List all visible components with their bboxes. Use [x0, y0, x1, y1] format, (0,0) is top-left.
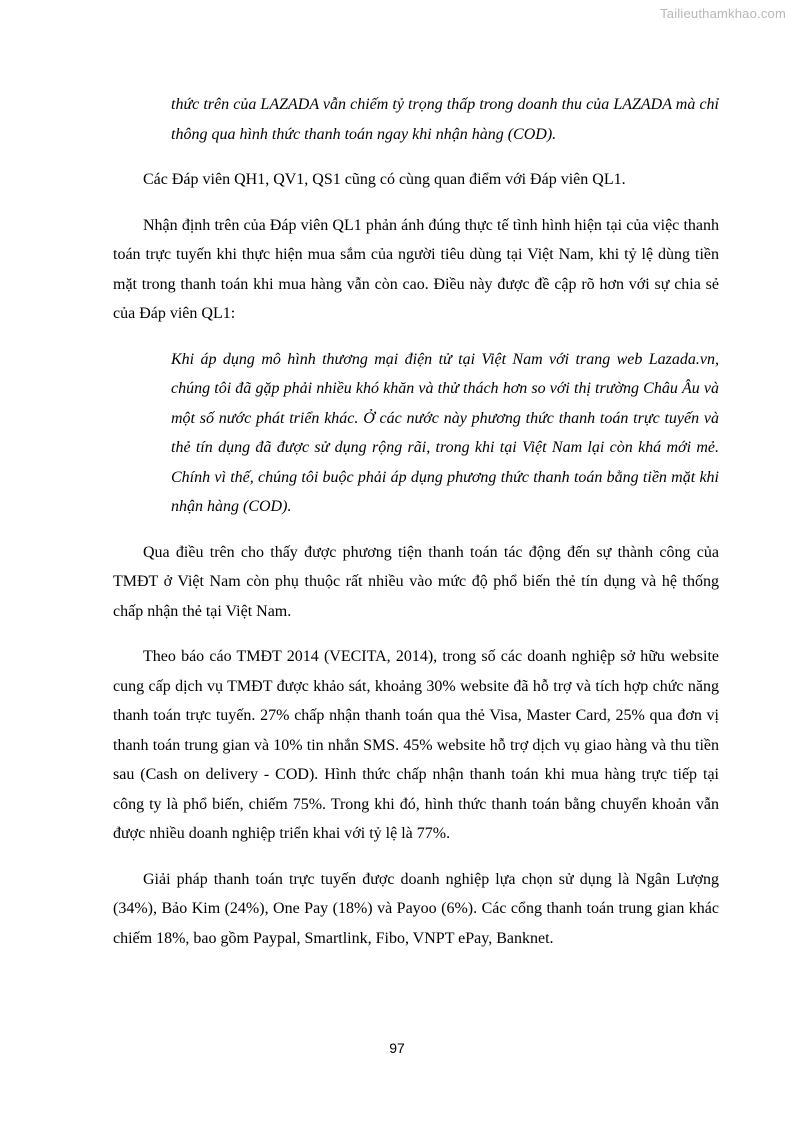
paragraph-conclusion: Qua điều trên cho thấy được phương tiện thanh toán tác động đến sự thành công của TMĐT ở Việt Nam còn phụ thuộc rất nhiều vào mức độ phổ biến thẻ tín dụng và hệ thống chấp nhận thẻ tại Việt Nam. [113, 543, 719, 620]
quote-lazada: Khi áp dụng mô hình thương mại điện tử tại Việt Nam với trang web Lazada.vn, chúng tôi đã gặp phải nhiều khó khăn và thử thách hơn so với thị trường Châu Âu và một số nước phát triển khác. Ở các nước này phương thức thanh toán trực tuyến và thẻ tín dụng đã được sử dụng rộng rãi, trong khi tại Việt Nam lại còn khá mới mẻ. Chính vì thế, chúng tôi buộc phải áp dụng phương thức thanh toán bằng tiền mặt khi nhận hàng (COD). [171, 350, 719, 515]
paragraph-assessment: Nhận định trên của Đáp viên QL1 phản ánh đúng thực tế tình hình hiện tại của việc thanh toán trực tuyến khi thực hiện mua sắm của người tiêu dùng tại Việt Nam, khi tỷ lệ dùng tiền mặt trong thanh toán khi mua hàng vẫn còn cao. Điều này được đề cập rõ hơn với sự chia sẻ của Đáp viên QL1: [113, 216, 719, 322]
paragraph-respondents: Các Đáp viên QH1, QV1, QS1 cũng có cùng quan điểm với Đáp viên QL1. [143, 171, 626, 188]
paragraph-solutions: Giải pháp thanh toán trực tuyến được doanh nghiệp lựa chọn sử dụng là Ngân Lượng (34%), Bảo Kim (24%), One Pay (18%) và Payoo (6%). Các cổng thanh toán trung gian khác chiếm 18%, bao gồm Paypal, Smartlink, Fibo, VNPT ePay, Banknet. [113, 870, 719, 947]
paragraph-report: Theo báo cáo TMĐT 2014 (VECITA, 2014), trong số các doanh nghiệp sở hữu website cung cấp dịch vụ TMĐT được khảo sát, khoảng 30% website đã hỗ trợ và tích hợp chức năng thanh toán trực tuyến. 27% chấp nhận thanh toán qua thẻ Visa, Master Card, 25% qua đơn vị thanh toán trung gian và 10% tin nhắn SMS. 45% website hỗ trợ dịch vụ giao hàng và thu tiền sau (Cash on delivery - COD). Hình thức chấp nhận thanh toán khi mua hàng trực tiếp tại công ty là phổ biến, chiếm 75%. Trong khi đó, hình thức thanh toán bằng chuyển khoản vẫn được nhiều doanh nghiệp triển khai với tỷ lệ là 77%. [113, 648, 719, 842]
page-body [113, 90, 719, 969]
watermark: Tailieuthamkhao.com [660, 6, 786, 21]
page-number: 97 [389, 1040, 405, 1056]
quote-continuation: thức trên của LAZADA vẫn chiếm tỷ trọng thấp trong doanh thu của LAZADA mà chỉ thông qua hình thức thanh toán ngay khi nhận hàng (COD). [171, 96, 719, 143]
